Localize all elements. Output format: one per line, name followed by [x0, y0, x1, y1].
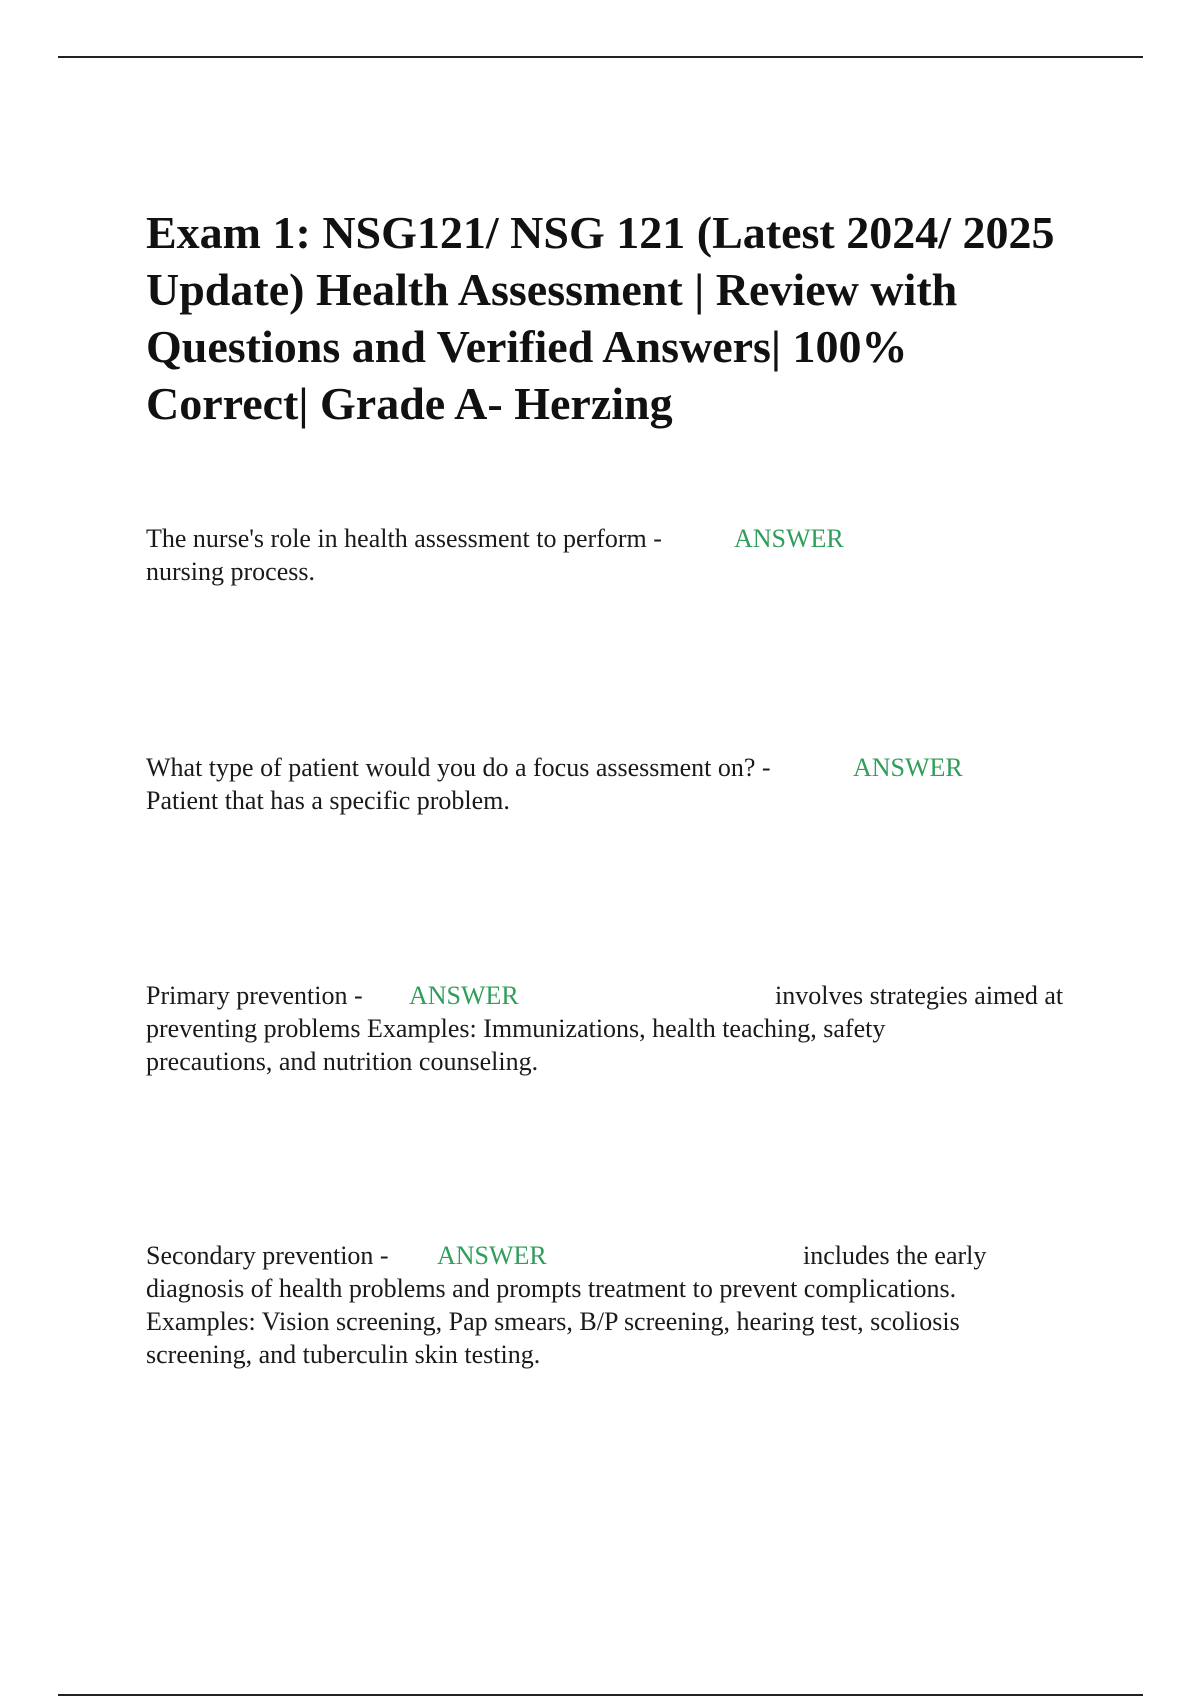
question-text: What type of patient would you do a focus assessment on? -: [146, 753, 771, 782]
qa-item: [146, 979, 1106, 1078]
answer-text: preventing problems Examples: Immunizations, health teaching, safety precautions, and nutrition counseling.: [146, 1014, 886, 1076]
qa-item: [146, 522, 1106, 588]
bottom-divider: [58, 1694, 1143, 1696]
answer-text: nursing process.: [146, 557, 315, 586]
answer-inline-text: includes the early: [803, 1241, 987, 1270]
answer-text: diagnosis of health problems and prompts treatment to prevent complications. Examples: Vision screening, Pap smears, B/P screening, hearing test, scoliosis screening, and tuberculin skin testing.: [146, 1274, 960, 1369]
answer-label: ANSWER: [437, 1241, 547, 1270]
qa-item: [146, 1239, 1106, 1371]
answer-text: Patient that has a specific problem.: [146, 786, 510, 815]
top-divider: [58, 56, 1143, 58]
question-text: Secondary prevention -: [146, 1241, 389, 1270]
answer-label: ANSWER: [409, 981, 519, 1010]
question-text: Primary prevention -: [146, 981, 363, 1010]
answer-label: ANSWER: [853, 753, 963, 782]
document-title: Exam 1: NSG121/ NSG 121 (Latest 2024/ 2025 Update) Health Assessment | Review with Questions and Verified Answers| 100% Correct| Grade A- Herzing: [146, 207, 1055, 429]
answer-label: ANSWER: [734, 524, 844, 553]
question-text: The nurse's role in health assessment to perform -: [146, 524, 662, 553]
qa-item: [146, 751, 1106, 817]
answer-inline-text: involves strategies aimed at: [775, 981, 1064, 1010]
